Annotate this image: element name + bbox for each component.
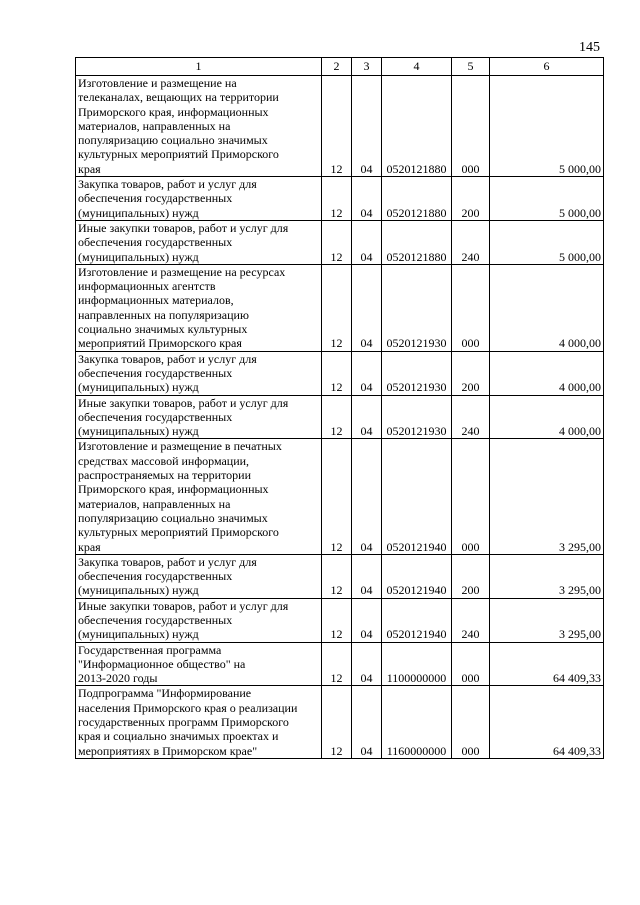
target-article-code: 0520121930	[382, 395, 452, 439]
description-line: средствах массовой информации,	[78, 453, 250, 468]
target-article-code: 0520121940	[382, 598, 452, 642]
table-row	[76, 686, 604, 758]
amount: 4 000,00	[490, 395, 604, 439]
row-description	[76, 177, 322, 221]
description-line: Закупка товаров, работ и услуг для	[78, 554, 257, 569]
target-article-code: 0520121940	[382, 554, 452, 598]
description-line: информационных материалов,	[78, 293, 234, 308]
description-line: обеспечения государственных	[78, 409, 233, 424]
header-row	[76, 58, 604, 76]
column-header: 4	[382, 58, 452, 76]
target-article-code: 0520121880	[382, 76, 452, 177]
subsection-code: 04	[352, 76, 382, 177]
description-line: материалов, направленных на	[78, 496, 231, 511]
section-code: 12	[322, 76, 352, 177]
target-article-code: 1100000000	[382, 642, 452, 686]
target-article-code: 0520121930	[382, 351, 452, 395]
description-line: материалов, направленных на	[78, 118, 231, 133]
amount: 3 295,00	[490, 554, 604, 598]
section-code: 12	[322, 351, 352, 395]
amount: 3 295,00	[490, 439, 604, 554]
description-line: Иные закупки товаров, работ и услуг для	[78, 395, 289, 410]
section-code: 12	[322, 642, 352, 686]
description-line: обеспечения государственных	[78, 569, 233, 584]
description-line: (муниципальных) нужд	[78, 249, 199, 264]
description-line: Закупка товаров, работ и услуг для	[78, 351, 257, 366]
target-article-code: 1160000000	[382, 686, 452, 758]
amount: 64 409,33	[490, 686, 604, 758]
section-code: 12	[322, 686, 352, 758]
row-description	[76, 351, 322, 395]
description-line: Приморского края, информационных	[78, 104, 269, 119]
expense-type-code: 200	[452, 351, 490, 395]
section-code: 12	[322, 395, 352, 439]
row-description	[76, 642, 322, 686]
expense-type-code: 000	[452, 76, 490, 177]
description-line: Иные закупки товаров, работ и услуг для	[78, 220, 289, 235]
table-row	[76, 554, 604, 598]
table-row	[76, 598, 604, 642]
description-line: информационных агентств	[78, 279, 216, 294]
table-row	[76, 395, 604, 439]
subsection-code: 04	[352, 395, 382, 439]
description-line: 2013-2020 годы	[78, 671, 158, 686]
description-line: Изготовление и размещение на ресурсах	[78, 264, 286, 279]
description-line: Изготовление и размещение в печатных	[78, 439, 282, 454]
description-line: (муниципальных) нужд	[78, 424, 199, 439]
table-row	[76, 439, 604, 554]
section-code: 12	[322, 264, 352, 351]
amount: 4 000,00	[490, 264, 604, 351]
description-line: (муниципальных) нужд	[78, 583, 199, 598]
section-code: 12	[322, 554, 352, 598]
expense-type-code: 000	[452, 264, 490, 351]
description-line: мероприятий Приморского края	[78, 336, 242, 351]
description-line: социально значимых культурных	[78, 322, 248, 337]
subsection-code: 04	[352, 439, 382, 554]
description-line: Государственная программа	[78, 642, 222, 657]
row-description	[76, 264, 322, 351]
subsection-code: 04	[352, 220, 382, 264]
subsection-code: 04	[352, 351, 382, 395]
expense-type-code: 200	[452, 177, 490, 221]
budget-table	[75, 57, 604, 759]
description-line: "Информационное общество" на	[78, 656, 246, 671]
description-line: культурных мероприятий Приморского	[78, 525, 279, 540]
section-code: 12	[322, 220, 352, 264]
description-line: края	[78, 539, 101, 554]
description-line: населения Приморского края о реализации	[78, 700, 298, 715]
description-line: распространяемых на территории	[78, 468, 252, 483]
section-code: 12	[322, 439, 352, 554]
column-header: 5	[452, 58, 490, 76]
row-description	[76, 686, 322, 758]
expense-type-code: 000	[452, 439, 490, 554]
description-line: обеспечения государственных	[78, 191, 233, 206]
description-line: обеспечения государственных	[78, 365, 233, 380]
amount: 3 295,00	[490, 598, 604, 642]
description-line: телеканалах, вещающих на территории	[78, 90, 279, 105]
description-line: края и социально значимых проектах и	[78, 729, 279, 744]
table-row	[76, 220, 604, 264]
column-header: 1	[76, 58, 322, 76]
description-line: Приморского края, информационных	[78, 482, 269, 497]
expense-type-code: 000	[452, 642, 490, 686]
target-article-code: 0520121940	[382, 439, 452, 554]
subsection-code: 04	[352, 177, 382, 221]
amount: 4 000,00	[490, 351, 604, 395]
column-header: 2	[322, 58, 352, 76]
section-code: 12	[322, 598, 352, 642]
description-line: популяризацию социально значимых	[78, 133, 268, 148]
amount: 5 000,00	[490, 76, 604, 177]
expense-type-code: 200	[452, 554, 490, 598]
table-row	[76, 642, 604, 686]
expense-type-code: 240	[452, 395, 490, 439]
table-row	[76, 351, 604, 395]
amount: 5 000,00	[490, 220, 604, 264]
table-row	[76, 76, 604, 177]
target-article-code: 0520121880	[382, 220, 452, 264]
subsection-code: 04	[352, 642, 382, 686]
row-description	[76, 76, 322, 177]
section-code: 12	[322, 177, 352, 221]
description-line: обеспечения государственных	[78, 235, 233, 250]
column-header: 6	[490, 58, 604, 76]
column-header: 3	[352, 58, 382, 76]
expense-type-code: 240	[452, 220, 490, 264]
page-number: 145	[579, 40, 600, 55]
subsection-code: 04	[352, 554, 382, 598]
table-row	[76, 177, 604, 221]
description-line: (муниципальных) нужд	[78, 205, 199, 220]
row-description	[76, 220, 322, 264]
description-line: (муниципальных) нужд	[78, 380, 199, 395]
table-row	[76, 264, 604, 351]
description-line: (муниципальных) нужд	[78, 627, 199, 642]
amount: 5 000,00	[490, 177, 604, 221]
description-line: Изготовление и размещение на	[78, 76, 237, 90]
row-description	[76, 554, 322, 598]
description-line: Подпрограмма "Информирование	[78, 686, 252, 701]
description-line: государственных программ Приморского	[78, 715, 289, 730]
description-line: мероприятиях в Приморском крае"	[78, 743, 258, 758]
description-line: культурных мероприятий Приморского	[78, 147, 279, 162]
description-line: края	[78, 161, 101, 176]
expense-type-code: 240	[452, 598, 490, 642]
description-line: популяризацию социально значимых	[78, 510, 268, 525]
row-description	[76, 395, 322, 439]
subsection-code: 04	[352, 686, 382, 758]
description-line: обеспечения государственных	[78, 612, 233, 627]
row-description	[76, 598, 322, 642]
amount: 64 409,33	[490, 642, 604, 686]
description-line: направленных на популяризацию	[78, 307, 249, 322]
expense-type-code: 000	[452, 686, 490, 758]
subsection-code: 04	[352, 598, 382, 642]
description-line: Закупка товаров, работ и услуг для	[78, 177, 257, 192]
subsection-code: 04	[352, 264, 382, 351]
target-article-code: 0520121880	[382, 177, 452, 221]
target-article-code: 0520121930	[382, 264, 452, 351]
row-description	[76, 439, 322, 554]
description-line: Иные закупки товаров, работ и услуг для	[78, 598, 289, 613]
